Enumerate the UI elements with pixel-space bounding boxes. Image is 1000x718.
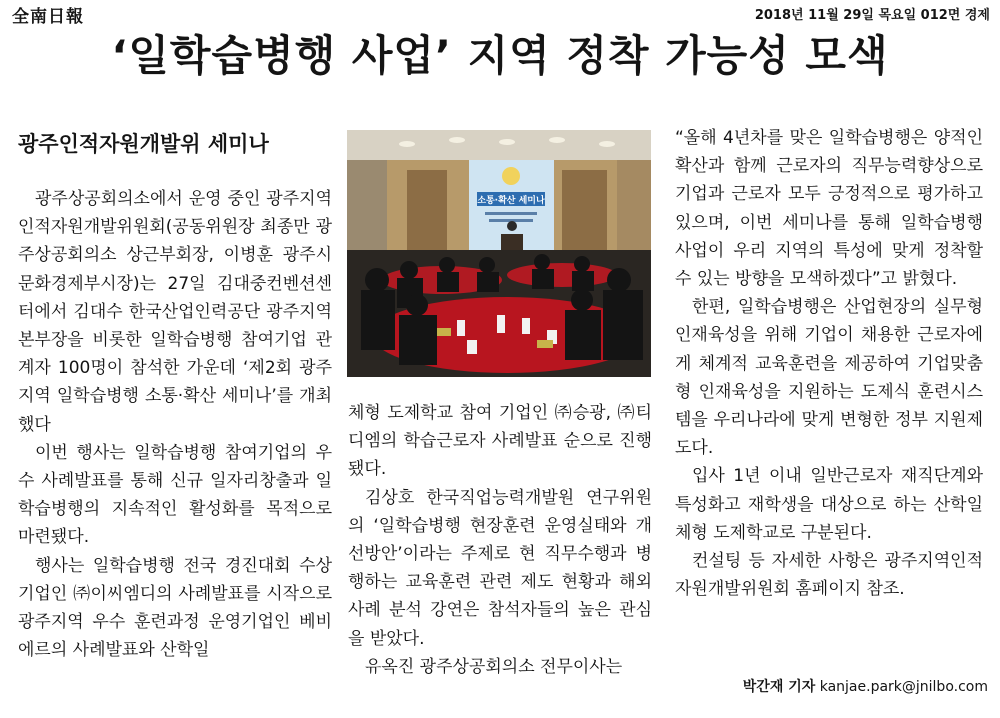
paragraph: 입사 1년 이내 일반근로자 재직단계와 특성화고 재학생을 대상으로 하는 산학일체형 도제학교로 구분된다. [675, 466, 983, 543]
paragraph: 행사는 일학습병행 전국 경진대회 수상기업인 ㈜이씨엠디의 사례발표를 시작으로 광주지역 우수 훈련과정 운영기업인 베비에르의 사례발표와 산학일 [18, 555, 332, 661]
reporter-email: kanjae.park@jnilbo.com [819, 679, 988, 695]
paragraph: 유옥진 광주상공회의소 전무이사는 [365, 656, 623, 677]
article-subheadline: 광주인적자원개발위 세미나 [18, 132, 269, 156]
paragraph: 이번 행사는 일학습병행 참여기업의 우수 사례발표를 통해 신규 일자리창출과 일학습병행의 지속적인 활성화를 목적으로 마련됐다. [18, 442, 332, 548]
banner-title: 소통·확산 세미나 [477, 196, 545, 206]
paragraph: 광주상공회의소에서 운영 중인 광주지역인적자원개발위원회(공동위원장 최종만 광주상공회의소 상근부회장, 이병훈 광주시 문화경제부시장)는 27일 김대중컨벤션센터에서 김대수 한국산업인력공단 광주지역본부장을 비롯한 일학습병행 참여기업 관계자 100명이 참석한 가운데 ‘제2회 광주지역 일학습병행 소통·확산 세미나’를 개최했다 [18, 189, 332, 435]
article-column-1 [18, 185, 332, 664]
newspaper-masthead: 全南日報 [12, 7, 84, 27]
paragraph: 김상호 한국직업능력개발원 연구위원의 ‘일학습병행 현장훈련 운영실태와 개선방안’이라는 주제로 현 직무수행과 병행하는 교육훈련 관련 제도 현황과 해외사례 분석 강연은 참석자들의 높은 관심을 받았다. [348, 487, 652, 649]
paragraph: “올해 4년차를 맞은 일학습병행은 양적인 확산과 함께 근로자의 직무능력향상으로 기업과 근로자 모두 긍정적으로 평가하고 있으며, 이번 세미나를 통해 일학습병행 사업이 우리 지역의 특성에 맞게 정착할 수 있는 방향을 모색하겠다”고 밝혔다. [675, 128, 983, 290]
seminar-photo [347, 130, 651, 377]
article-column-2 [348, 399, 652, 681]
paragraph: 체형 도제학교 참여 기업인 ㈜승광, ㈜티디엠의 학습근로자 사례발표 순으로 진행됐다. [348, 403, 652, 480]
paragraph: 한편, 일학습병행은 산업현장의 실무형 인재육성을 위해 기업이 채용한 근로자에게 체계적 교육훈련을 제공하여 기업맞춤형 인재육성을 지원하는 도제식 훈련시스템을 우리나라에 맞게 변형한 정부 지원제도다. [675, 297, 983, 459]
article-column-3 [675, 124, 983, 603]
issue-dateline: 2018년 11월 29일 목요일 012면 경제 [754, 8, 990, 23]
article-headline: ‘일학습병행 사업’ 지역 정착 가능성 모색 [111, 31, 889, 80]
reporter-name: 박간재 기자 [742, 679, 816, 695]
paragraph: 컨설팅 등 자세한 사항은 광주지역인적자원개발위원회 홈페이지 참조. [675, 551, 983, 600]
reporter-byline [743, 676, 988, 696]
